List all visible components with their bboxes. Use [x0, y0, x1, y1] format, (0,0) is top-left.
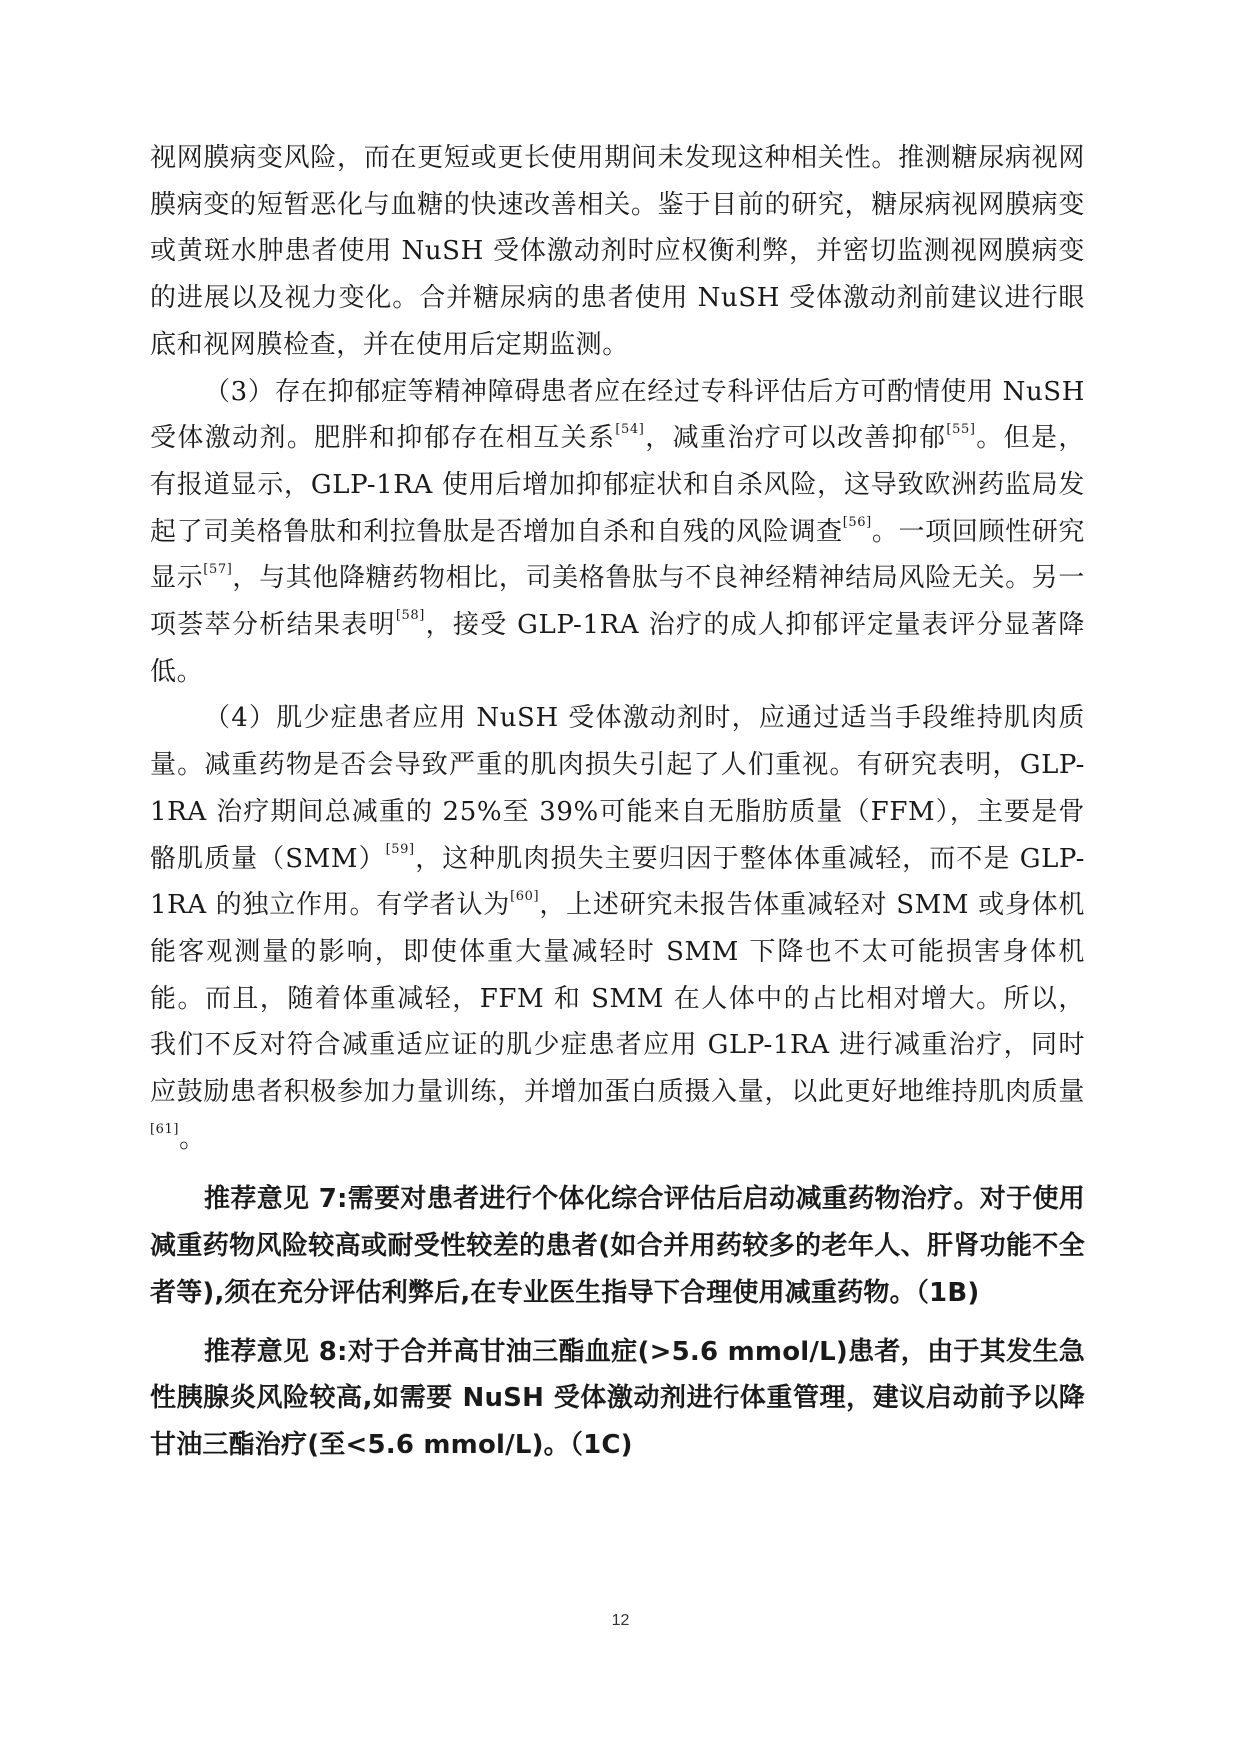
citation-ref: [60] [510, 888, 540, 904]
paragraph-text: （3）存在抑郁症等精神障碍患者应在经过专科评估后方可酌情使用 NuSH 受体激动剂。肥胖和抑郁存在相互关系 [150, 376, 1085, 454]
paragraph-text: ，上述研究未报告体重减轻对 SMM 或身体机能客观测量的影响，即使体重大量减轻时 SMM 下降也不太可能损害身体机能。而且，随着体重减轻，FFM 和 SMM 在人体中的占比相对增大。所以，我们不反对符合减重适应证的肌少症患者应用 GLP-1RA 进行减重治疗，同时应鼓励患者积极参加力量训练，并增加蛋白质摄入量，以此更好地维持肌肉质量 [150, 890, 1085, 1108]
citation-ref: [57] [203, 561, 233, 577]
page-number: 12 [611, 1612, 630, 1629]
paragraph-text: 。一项回顾性研究显示 [150, 516, 1085, 594]
document-body [150, 135, 1085, 1469]
citation-ref: [61] [150, 1122, 180, 1138]
citation-ref: [59] [385, 841, 415, 857]
citation-ref: [55] [946, 421, 976, 437]
paragraph-text: ，这种肌肉损失主要归因于整体体重减轻，而不是 GLP-1RA 的独立作用。有学者认为 [150, 843, 1085, 921]
paragraph-depression [150, 369, 1085, 696]
paragraph-text: ，与其他降糖药物相比，司美格鲁肽与不良神经精神结局风险无关。另一项荟萃分析结果表明 [150, 563, 1086, 641]
paragraph-text: 。但是，有报道显示，GLP-1RA 使用后增加抑郁症状和自杀风险，这导致欧洲药监局发起了司美格鲁肽和利拉鲁肽是否增加自杀和自残的风险调查 [150, 423, 1086, 547]
paragraph-text: ，减重治疗可以改善抑郁 [644, 423, 947, 454]
citation-ref: [58] [395, 608, 425, 624]
paragraph-sarcopenia [150, 695, 1085, 1162]
paragraph-text: ，接受 GLP-1RA 治疗的成人抑郁评定量表评分显著降低。 [150, 610, 1086, 687]
recommendation-8: 推荐意见 8:对于合并高甘油三酯血症(>5.6 mmol/L)患者，由于其发生急性胰腺炎风险较高,如需要 NuSH 受体激动剂进行体重管理，建议启动前予以降甘油三酯治疗(至<5.6 mmol/L)。（1C) [150, 1336, 1085, 1460]
paragraph-text: 。 [179, 1123, 206, 1154]
citation-ref: [56] [842, 514, 872, 530]
paragraph-text: （4）肌少症患者应用 NuSH 受体激动剂时，应通过适当手段维持肌肉质量。减重药物是否会导致严重的肌肉损失引起了人们重视。有研究表明，GLP-1RA 治疗期间总减重的 25%至 39%可能来自无脂肪质量（FFM），主要是骨骼肌质量（SMM） [150, 703, 1085, 874]
citation-ref: [54] [615, 421, 645, 437]
paragraph-retinopathy: 视网膜病变风险，而在更短或更长使用期间未发现这种相关性。推测糖尿病视网膜病变的短暂恶化与血糖的快速改善相关。鉴于目前的研究，糖尿病视网膜病变或黄斑水肿患者使用 NuSH 受体激动剂时应权衡利弊，并密切监测视网膜病变的进展以及视力变化。合并糖尿病的患者使用 NuSH 受体激动剂前建议进行眼底和视网膜检查，并在使用后定期监测。 [150, 143, 1085, 360]
recommendation-7: 推荐意见 7:需要对患者进行个体化综合评估后启动减重药物治疗。对于使用减重药物风险较高或耐受性较差的患者(如合并用药较多的老年人、肝肾功能不全者等),须在充分评估利弊后,在专业医生指导下合理使用减重药物。（1B) [150, 1184, 1085, 1308]
